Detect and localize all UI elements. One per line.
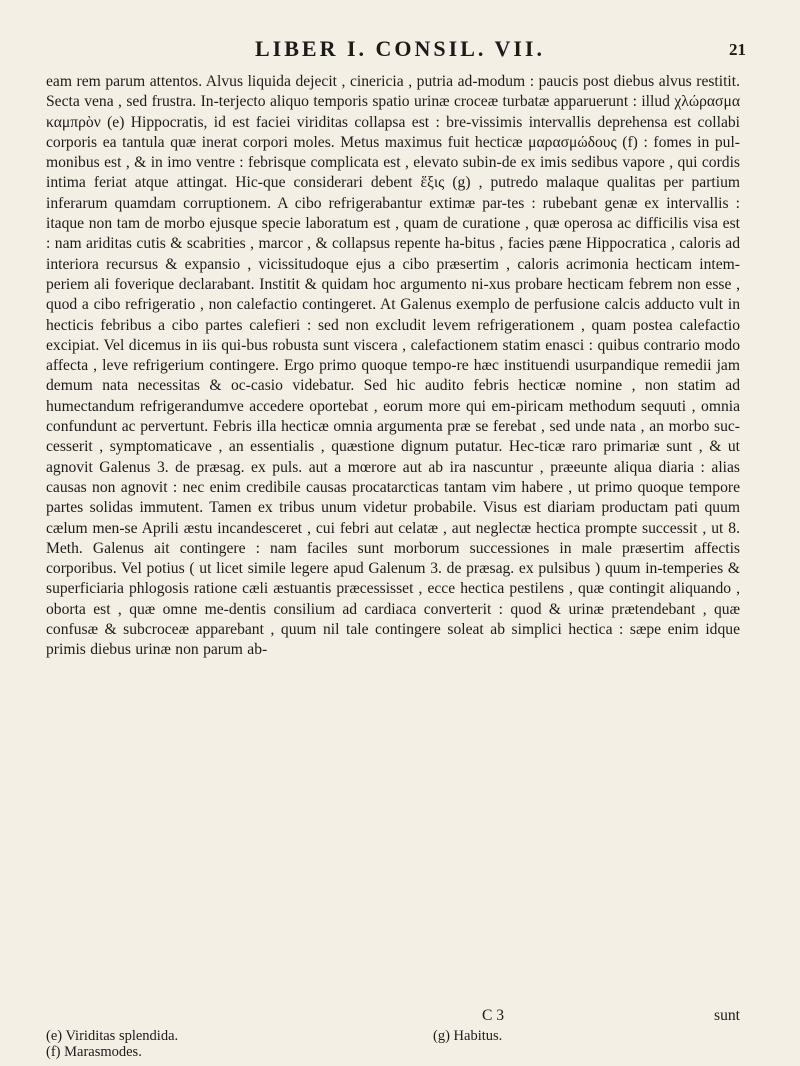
footnotes	[46, 1028, 740, 1062]
signature-mark: C 3	[482, 1007, 505, 1024]
catchword: sunt	[714, 1007, 740, 1024]
footnote-g: (g) Habitus.	[433, 1028, 503, 1044]
page-header	[40, 36, 760, 76]
footnote-f: (f) Marasmodes.	[46, 1044, 142, 1060]
page-number: 21	[729, 40, 746, 59]
footnote-e: (e) Viriditas splendida.	[46, 1028, 179, 1044]
catch-line	[46, 1007, 740, 1027]
body-paragraph: eam rem parum attentos. Alvus liquida dejecit , cinericia , putria ad-modum : paucis post diebus alvus restitit. Secta vena , sed frustra. In-terjecto aliquo temporis spatio urinæ croceæ turbatæ apparuerunt : illud χλώρασμα καμπρὸν (e) Hippocratis, id est faciei viriditas collapsa est : bre-vissimis intervallis deprehensa est collabi corporis ea tantula quæ inerat corpori moles. Metus maximus fuit hecticæ μαρασμώδους (f) : fomes in pul-monibus est , & in imo ventre : febrisque complicata est , elevato subin-de ex imis sedibus vapore , qui cordis intima feriat atque attingat. Hic-que considerari debent ἕξις (g) , putredo malaque qualitas per partium inferarum quamdam corruptionem. A cibo refrigerabantur extimæ par-tes : rubebant genæ ex intervallis : itaque non tam de morbo ejusque specie laboratum est , quam de curatione , quæ operosa ac difficilis visa est : nam ariditas cutis & scabrities , marcor , & collapsus repente ha-bitus , facies pæne Hippocratica , caloris ad interiora recursus & expansio , vicissitudoque ejus a cibo præsertim , caloris acrimonia hecticam intem-periem ali foverique declarabant. Institit & quidam hoc argumento ni-xus probare hecticam febrem non esse , quod a cibo refrigeratio , non calefactio contingeret. At Galenus exemplo de perfusione calcis adducto vult in hecticis febribus a cibo partes calefieri : sed non excludit levem refrigerationem , quam postea calefactio excipiat. Vel dicemus in iis qui-bus robusta sunt viscera , calefactionem statim enasci : quibus contrario modo affecta , leve refrigerium contingere. Ergo primo quoque tempo-re hæc instituendi usurpandique remedii jam demum nata necessitas & oc-casio videbatur. Sed hic audito febris hecticæ nomine , non statim ad humectandum refrigerandumve accedere oportebat , eorum more qui em-piricam methodum sequuti , omnia confundunt ac pervertunt. Febris illa hecticæ omnia argumenta præ se ferebat , sed unde nata , an morbo suc-cesserit , symptomaticave , an essentialis , quæstione dignum putatur. Hec-ticæ raro primariæ sunt , & ut agnovit Galenus 3. de præsag. ex puls. aut a mœrore aut ab ira nascuntur , præeunte aliqua diaria : alias causas non agnovit : nec enim credibile causas procatarcticas tantam vim habere , ut primo quoque tempore partes solidas immutent. Tamen ex tribus unum videtur probabile. Visus est diariam productam pati quum cælum men-se Aprili æstu incandesceret , cui febri aut celatæ , aut neglectæ hectica prompte successit , ut 8. Meth. Galenus ait contingere : nam faciles sunt morborum successiones in male præsertim affectis corporibus. Vel potius ( ut licet simile legere apud Galenum 3. de præsag. ex pulsibus ) quum in-temperies & superficiaria phlogosis ratione cæli æstuantis præcessisset , ecce hectica pestilens , quæ contingit aliquando , oborta est , quæ omne me-dentis consilium ad cardiaca converterit : quod & urinæ prætendebant , quæ confusæ & subcroceæ apparebant , quum nil tale contingere soleat ab simplici hectica : sæpe enim idque primis diebus urinæ non parum ab-	[46, 73, 740, 659]
body-text	[46, 72, 740, 661]
running-head: LIBER I. CONSIL. VII.	[254, 36, 545, 61]
